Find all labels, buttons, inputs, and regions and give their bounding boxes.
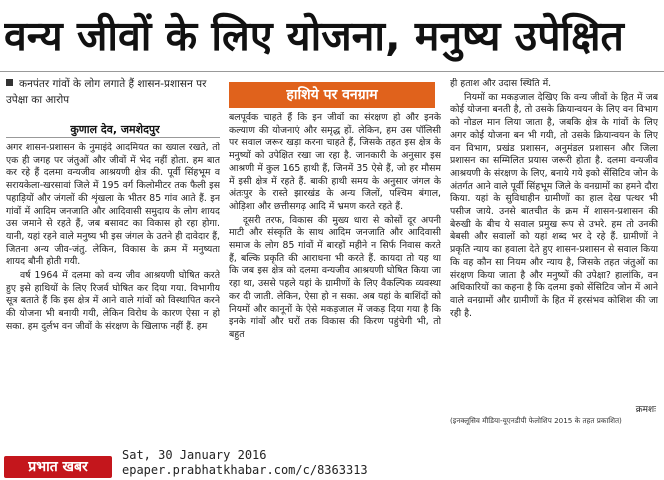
fellowship-footnote: (इनक्लूसिव मीडिया-यूएनडीपी फेलोशिप 2015 के तहत प्रकाशित) bbox=[450, 416, 622, 425]
paragraph: बलपूर्वक चाहते हैं कि इन जीवों का संरक्षण हो और इनके कल्याण की योजनाएं और समृद्ध हों. लेकिन, हम उस पॉलिसी पर सवाल जरूर खड़ा करना चाहते हैं, जिसके तहत इस क्षेत्र के मनुष्यों को उपेक्षित रखा जा रहा है. जानकारी के अनुसार इस आश्रणी में कुल 165 हाथी हैं, जिनमें 35 ऐसे हैं, जो हर मौसम में इसी क्षेत्र में रहते हैं. बाकी हाथी समय के अनुसार जंगल के अंतःपुर के रास्ते झारखंड के अन्य जिलों, पश्चिम बंगाल, ओड़िशा और छत्तीसगढ़ आदि में भ्रमण करते रहते हैं. bbox=[229, 112, 441, 212]
byline-rule bbox=[6, 137, 220, 138]
paragraph: अगर शासन-प्रशासन के नुमाइंदे आदमियत का ख्याल रखते, तो एक ही जगह पर जंतुओं और जीवों में भेद नहीं होता. हम बात कर रहे हैं दलमा वन्यजीव आश्रयणी क्षेत्र की. पूर्वी सिंहभूम व सरायकेला-खरसावां जिले में 195 वर्ग किलोमीटर तक फैली इस पहाड़ियों और जंगलों की शृंखला के भीतर 85 गांव आते हैं. इन गांवों में आदिम जनजाति और आदिवासी समुदाय के लोग शायद उस जमाने से रहते हैं, जब बसावट का विकास हो रहा होगा. यानी, यहां रहने वाले मनुष्य भी इस जंगल के उतने ही दावेदार हैं, जितना अन्य जीव-जंतु. लेकिन, विकास के क्रम में मनुष्यता शायद बौनी होती गयी. bbox=[6, 142, 220, 268]
column-banner: हाशिये पर वनग्राम bbox=[229, 82, 435, 108]
summary-blurb bbox=[6, 76, 220, 108]
article-column-3 bbox=[450, 78, 658, 402]
byline: कुणाल देव, जमशेदपुर bbox=[70, 123, 160, 136]
continued-marker: क्रमशः bbox=[635, 405, 656, 415]
headline-rule bbox=[0, 71, 664, 72]
headline: वन्य जीवों के लिए योजना, मनुष्य उपेक्षित bbox=[4, 12, 624, 60]
paragraph: ही हताश और उदास स्थिति में. bbox=[450, 78, 552, 89]
paragraph: नियमों का मकड़जाल देखिए कि वन्य जीवों के हित में जब कोई योजना बनती है, तो उसके क्रियान्वयन के लिए वन विभाग को नोडल मान लिया जाता है, जबकि क्षेत्र के गांवों के लिए अगर कोई योजना बन भी गयी, तो उसके क्रियान्वयन के लिए वन विभाग, प्रखंड प्रशासन, अनुमंडल प्रशासन और जिला प्रशासन का सम्मिलित प्रयास जरूरी होता है. दलमा वन्यजीव आश्रयणी के संरक्षण के लिए, बनाये गये इको सेंसिटिव जोन के अंतर्गत आने वाले पूर्वी सिंहभूम जिले के वनग्रामों का हमने दौरा किया. यहां के सुविधाहीन ग्रामीणों का हाल देख पत्थर भी पसीज जाये. उनसे बातचीत के क्रम में शासन-प्रशासन की बेरुखी के बीच ये सवाल प्रमुख रूप से उभरे. हम तो उनकी बेबसी और सवालों को यहां शब्द भर दे रहे हैं. ग्रामीणों ने प्रकृति न्याय का हवाला देते हुए शासन-प्रशासन से सवाल किया कि वह कौन सा नियम और न्याय है, जिसके तहत जंतुओं का संरक्षण किया जाता है और मनुष्यों की उपेक्षा? हालांकि, वन अधिकारियों का कहना है कि दलमा इको सेंसिटिव जोन में आने वाले वनग्रामों और ग्रामीणों के हित में हरसंभव कोशिश की जा रही है. bbox=[450, 91, 658, 319]
edition-info bbox=[122, 448, 368, 478]
paragraph: वर्ष 1964 में दलमा को वन्य जीव आश्रयणी घोषित करते हुए इसे हाथियों के लिए रिजर्व घोषित कर दिया गया. विभागीय सूत्र बताते हैं कि इस क्षेत्र में आने वाले गांवों को विस्थापित करने की योजना भी बनायी गयी, लेकिन विरोध के कारण ऐसा न हो सका. हम दुर्लभ वन जीवों के संरक्षण के खिलाफ नहीं हैं. हम bbox=[6, 270, 220, 332]
paragraph: दूसरी तरफ, विकास की मुख्य धारा से कोसों दूर अपनी माटी और संस्कृति के साथ आदिम जनजाति और आदिवासी समाज के लोग 85 गांवों में बारहों महीने न सिर्फ निवास करते हैं, बल्कि प्रकृति की आराधना भी करते हैं. कायदा तो यह था कि जब इस क्षेत्र को दलमा वन्यजीव आश्रयणी घोषित किया जा रहा था, उससे पहले यहां के ग्रामीणों के लिए वैकल्पिक व्यवस्था कर दी जाती. लेकिन, ऐसा हो न सका. अब यहां के बाशिंदों को नियमों और कानूनों के ऐसे मकड़जाल में जकड़ दिया गया है कि इनके गांवों और घरों तक विकास की किरण पहुंचेगी भी, तो बहुत bbox=[229, 214, 441, 340]
edition-url[interactable]: epaper.prabhatkhabar.com/c/8363313 bbox=[122, 463, 368, 477]
bullet-icon bbox=[6, 79, 13, 86]
summary-text: कनपंतर गांवों के लोग लगाते हैं शासन-प्रशासन पर उपेक्षा का आरोप bbox=[6, 78, 207, 106]
article-column-1 bbox=[6, 142, 220, 460]
edition-date: Sat, 30 January 2016 bbox=[122, 448, 267, 462]
article-column-2 bbox=[229, 112, 441, 472]
prabhat-khabar-logo: प्रभात खबर bbox=[4, 456, 112, 478]
